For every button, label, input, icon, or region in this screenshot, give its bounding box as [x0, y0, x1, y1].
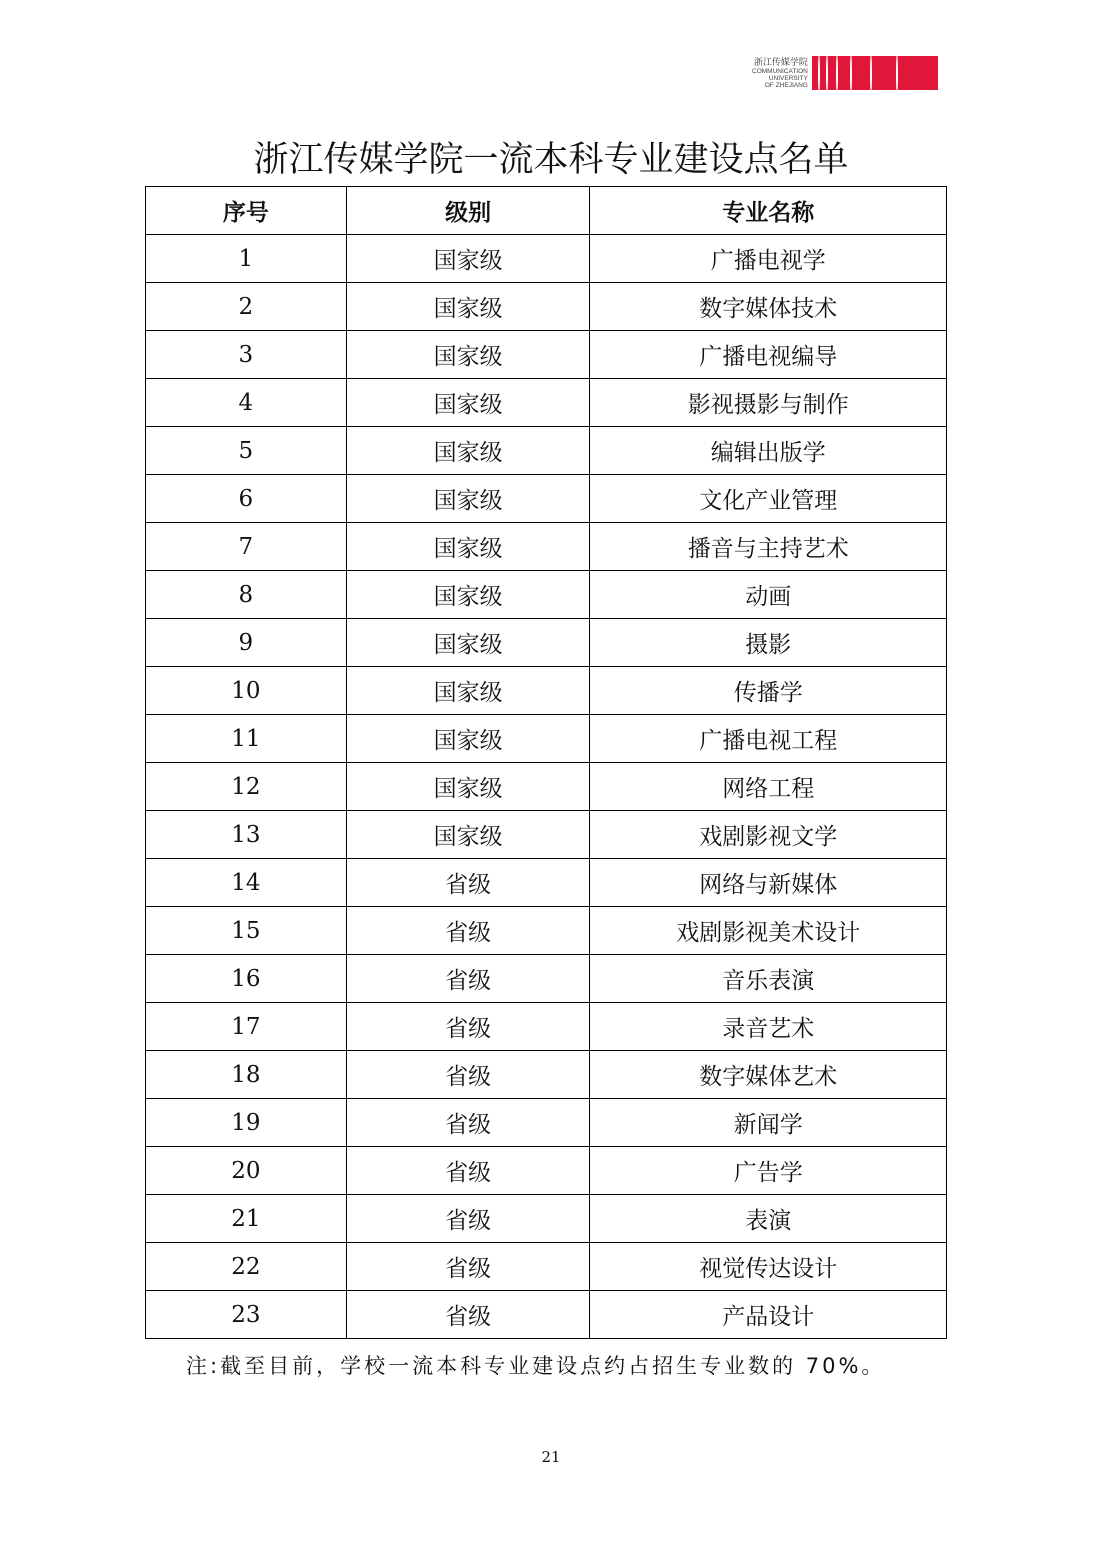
- cell-index: 5: [146, 427, 347, 475]
- cell-index: 23: [146, 1291, 347, 1339]
- cell-level: 国家级: [346, 811, 590, 859]
- cell-major: 传播学: [590, 667, 947, 715]
- logo-en-2: UNIVERSITY: [768, 75, 808, 82]
- cell-level: 国家级: [346, 379, 590, 427]
- logo-cn: 浙江传媒学院: [753, 57, 808, 67]
- table-row: [146, 907, 947, 955]
- table-row: [146, 331, 947, 379]
- cell-index: 3: [146, 331, 347, 379]
- cell-level: 国家级: [346, 283, 590, 331]
- cell-index: 21: [146, 1195, 347, 1243]
- table-row: [146, 859, 947, 907]
- table-row: [146, 955, 947, 1003]
- cell-major: 新闻学: [590, 1099, 947, 1147]
- logo-en-3: OF ZHEJIANG: [764, 82, 808, 89]
- cell-major: 数字媒体技术: [590, 283, 947, 331]
- cell-major: 视觉传达设计: [590, 1243, 947, 1291]
- cell-index: 9: [146, 619, 347, 667]
- logo-en-1: COMMUNICATION: [752, 68, 808, 75]
- cell-index: 4: [146, 379, 347, 427]
- footnote: 注:截至目前，学校一流本科专业建设点约占招生专业数的 70%。: [186, 1354, 886, 1378]
- majors-table: [145, 186, 947, 1339]
- cell-level: 国家级: [346, 619, 590, 667]
- cell-level: 省级: [346, 1003, 590, 1051]
- cell-level: 国家级: [346, 331, 590, 379]
- cell-major: 摄影: [590, 619, 947, 667]
- page-number: 21: [541, 1448, 561, 1466]
- cell-major: 编辑出版学: [590, 427, 947, 475]
- cell-index: 22: [146, 1243, 347, 1291]
- cell-index: 15: [146, 907, 347, 955]
- cell-major: 广播电视工程: [590, 715, 947, 763]
- cell-level: 省级: [346, 1051, 590, 1099]
- cell-index: 19: [146, 1099, 347, 1147]
- cell-major: 音乐表演: [590, 955, 947, 1003]
- cell-major: 录音艺术: [590, 1003, 947, 1051]
- cell-level: 国家级: [346, 475, 590, 523]
- cell-level: 省级: [346, 907, 590, 955]
- cell-index: 16: [146, 955, 347, 1003]
- table-row: [146, 619, 947, 667]
- page-title: 浙江传媒学院一流本科专业建设点名单: [253, 140, 849, 180]
- table-row: [146, 235, 947, 283]
- cell-major: 戏剧影视文学: [590, 811, 947, 859]
- table-row: [146, 427, 947, 475]
- table-row: [146, 571, 947, 619]
- table-row: [146, 523, 947, 571]
- cell-level: 省级: [346, 1195, 590, 1243]
- cell-major: 影视摄影与制作: [590, 379, 947, 427]
- cell-major: 网络工程: [590, 763, 947, 811]
- table-row: [146, 379, 947, 427]
- cell-major: 表演: [590, 1195, 947, 1243]
- cell-level: 国家级: [346, 763, 590, 811]
- cell-level: 省级: [346, 1291, 590, 1339]
- cell-major: 广播电视编导: [590, 331, 947, 379]
- cell-index: 1: [146, 235, 347, 283]
- cell-index: 14: [146, 859, 347, 907]
- cell-index: 12: [146, 763, 347, 811]
- header-major: 专业名称: [590, 187, 947, 235]
- table-row: [146, 475, 947, 523]
- table-row: [146, 1051, 947, 1099]
- table-header-row: [146, 187, 947, 235]
- cell-index: 17: [146, 1003, 347, 1051]
- university-logo: [752, 56, 938, 90]
- cell-level: 国家级: [346, 427, 590, 475]
- table-row: [146, 283, 947, 331]
- cell-major: 播音与主持艺术: [590, 523, 947, 571]
- cell-level: 省级: [346, 955, 590, 1003]
- header-level: 级别: [346, 187, 590, 235]
- cell-major: 广告学: [590, 1147, 947, 1195]
- cell-major: 广播电视学: [590, 235, 947, 283]
- cell-major: 网络与新媒体: [590, 859, 947, 907]
- table-row: [146, 667, 947, 715]
- cell-index: 7: [146, 523, 347, 571]
- table-row: [146, 1195, 947, 1243]
- table-row: [146, 811, 947, 859]
- cell-index: 11: [146, 715, 347, 763]
- cell-level: 省级: [346, 1099, 590, 1147]
- cell-index: 8: [146, 571, 347, 619]
- cell-major: 动画: [590, 571, 947, 619]
- table-row: [146, 1099, 947, 1147]
- cell-level: 国家级: [346, 235, 590, 283]
- cell-level: 国家级: [346, 571, 590, 619]
- header-index: 序号: [146, 187, 347, 235]
- cell-index: 10: [146, 667, 347, 715]
- cell-level: 省级: [346, 1243, 590, 1291]
- cell-major: 数字媒体艺术: [590, 1051, 947, 1099]
- cell-index: 2: [146, 283, 347, 331]
- table-row: [146, 1243, 947, 1291]
- cell-major: 戏剧影视美术设计: [590, 907, 947, 955]
- table-row: [146, 1291, 947, 1339]
- cell-index: 20: [146, 1147, 347, 1195]
- cell-level: 国家级: [346, 523, 590, 571]
- cell-level: 国家级: [346, 715, 590, 763]
- table-row: [146, 763, 947, 811]
- cell-index: 18: [146, 1051, 347, 1099]
- cell-major: 产品设计: [590, 1291, 947, 1339]
- cell-index: 13: [146, 811, 347, 859]
- cell-level: 省级: [346, 1147, 590, 1195]
- cell-level: 省级: [346, 859, 590, 907]
- cell-index: 6: [146, 475, 347, 523]
- cell-level: 国家级: [346, 667, 590, 715]
- logo-mark: [812, 56, 938, 90]
- table-row: [146, 1003, 947, 1051]
- table-row: [146, 715, 947, 763]
- cell-major: 文化产业管理: [590, 475, 947, 523]
- table-row: [146, 1147, 947, 1195]
